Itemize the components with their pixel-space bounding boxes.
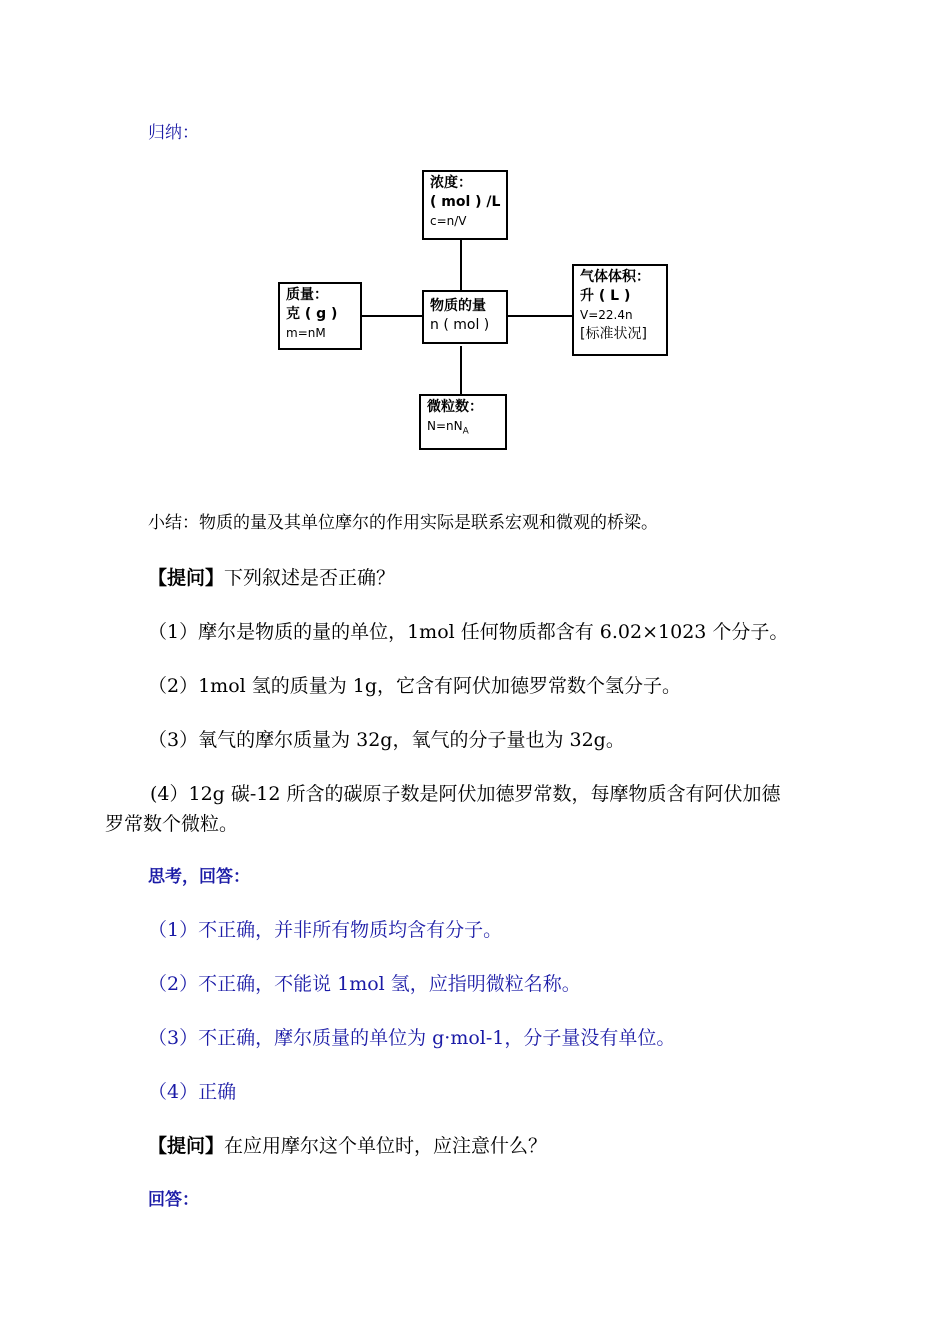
box-mass — [278, 282, 362, 350]
box-particle-number — [419, 394, 507, 450]
box-mass-unit: 克 ( g ) — [286, 306, 338, 322]
question1-item-1: （1）摩尔是物质的量的单位，1mol 任何物质都含有 6.02×1023 个分子。 — [148, 621, 789, 643]
answer-item-4: （4）正确 — [148, 1081, 237, 1103]
box-particle-formula — [427, 417, 499, 441]
box-gas-note: [标准状况] — [580, 326, 647, 342]
question1-tag: 【提问】 — [148, 567, 225, 589]
box-concentration-title: 浓度： — [430, 175, 472, 191]
box-mass-title: 质量： — [286, 287, 328, 303]
summary-text: 小结：物质的量及其单位摩尔的作用实际是联系宏观和微观的桥梁。 — [148, 513, 658, 533]
answer-item-2: （2）不正确，不能说 1mol 氢，应指明微粒名称。 — [148, 973, 581, 995]
answer-item-1: （1）不正确，并非所有物质均含有分子。 — [148, 919, 503, 941]
box-gas-unit: 升 ( L ) — [580, 288, 631, 304]
box-center-title: 物质的量 — [430, 298, 486, 314]
answer-item-3: （3）不正确，摩尔质量的单位为 g·mol-1，分子量没有单位。 — [148, 1027, 676, 1049]
box-gas-title: 气体体积： — [580, 269, 650, 285]
box-concentration — [422, 170, 508, 240]
box-amount-of-substance — [422, 290, 508, 344]
connector-right — [508, 315, 572, 317]
question2-tag: 【提问】 — [148, 1135, 225, 1157]
particle-formula-base: N=nN — [427, 419, 463, 433]
connector-left — [360, 315, 422, 317]
answer-heading: 回答： — [148, 1190, 199, 1210]
guina-heading: 归纳： — [148, 123, 199, 143]
box-center-unit: n ( mol ) — [430, 317, 490, 333]
connector-bottom — [460, 346, 462, 394]
question1-line — [148, 565, 395, 591]
question1-item-4-cont: 罗常数个微粒。 — [105, 813, 239, 835]
box-concentration-formula: c=n/V — [430, 214, 467, 228]
box-gas-formula: V=22.4n — [580, 308, 633, 322]
particle-formula-sub: A — [462, 426, 469, 437]
question1-item-2: （2）1mol 氢的质量为 1g，它含有阿伏加德罗常数个氢分子。 — [148, 675, 682, 697]
question2-text: 在应用摩尔这个单位时，应注意什么？ — [224, 1135, 548, 1157]
question2-line — [148, 1133, 547, 1159]
box-gas-volume — [572, 264, 668, 356]
box-particle-title: 微粒数： — [427, 399, 483, 415]
question1-item-3: （3）氧气的摩尔质量为 32g，氧气的分子量也为 32g。 — [148, 729, 625, 751]
box-mass-formula: m=nM — [286, 326, 326, 340]
think-answer-heading: 思考，回答： — [148, 867, 250, 887]
question1-item-4: (4）12g 碳-12 所含的碳原子数是阿伏加德罗常数，每摩物质含有阿伏加德 — [150, 783, 781, 805]
box-concentration-unit: ( mol ) /L — [430, 194, 501, 210]
question1-text: 下列叙述是否正确？ — [224, 567, 396, 589]
quantity-relation-diagram — [276, 170, 676, 460]
